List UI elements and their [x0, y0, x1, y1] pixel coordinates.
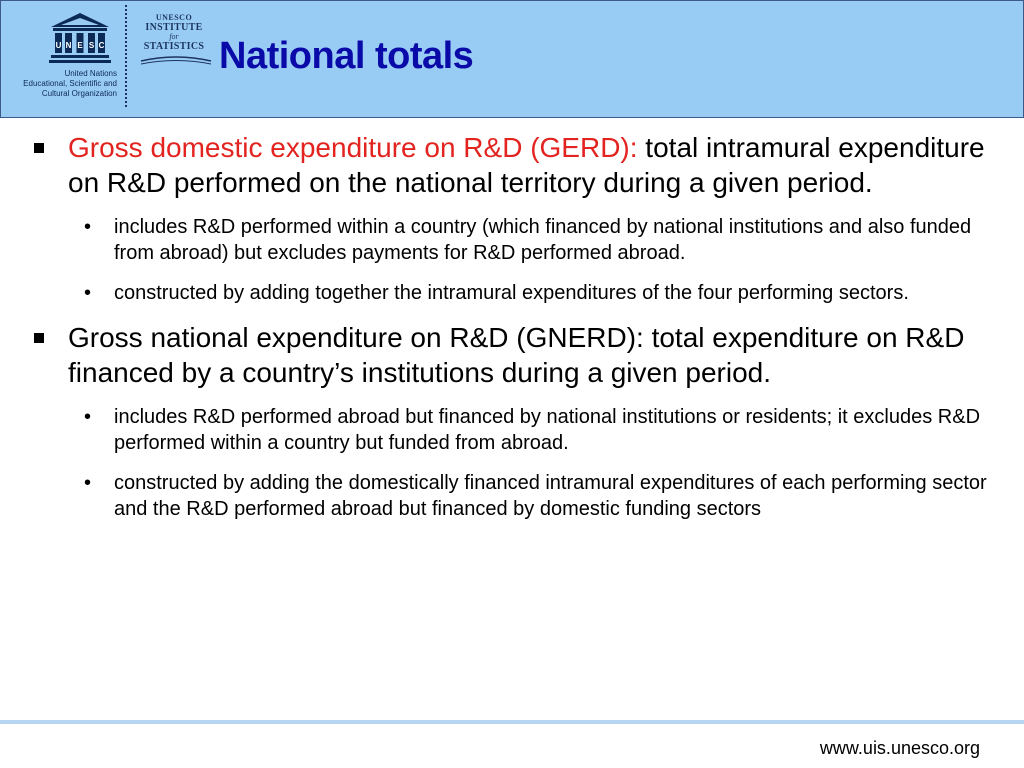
uis-logo-line: STATISTICS	[143, 41, 205, 52]
slide-content	[0, 130, 1024, 536]
sub-bullet-text: includes R&D performed within a country (which financed by national institutions and also funded from abroad) but excludes payments for R&D performed abroad.	[114, 216, 972, 264]
header-band	[0, 0, 1024, 118]
uis-logo-line: UNESCO	[155, 13, 193, 22]
svg-text:U: U	[55, 41, 62, 50]
sub-bullet-text: includes R&D performed abroad but financed by national institutions or residents; it excludes R&D performed within a country but funded from abroad.	[114, 406, 981, 454]
svg-text:N: N	[65, 41, 72, 50]
sub-bullet-text: constructed by adding the domestically financed intramural expenditures of each performing sector and the R&D performed abroad but financed by domestic funding sectors	[114, 472, 987, 520]
round-bullet-icon: •	[84, 406, 92, 428]
uis-logo-line: for	[169, 32, 179, 41]
square-bullet-icon	[34, 143, 44, 153]
bullet-text: Gross national expenditure on R&D (GNERD): total expenditure on R&D financed by a country’s institutions during a given period.	[68, 322, 965, 388]
gerd-term: Gross domestic expenditure on R&D (GERD):	[68, 132, 638, 163]
sub-bullet-list	[0, 214, 1024, 306]
uis-swoosh-icon	[139, 53, 213, 67]
svg-text:S: S	[88, 41, 95, 50]
bullet-item	[0, 130, 1024, 200]
sub-bullet-item	[0, 280, 1024, 306]
unesco-temple-logo-icon	[47, 11, 113, 65]
svg-text:C: C	[98, 41, 105, 50]
header-divider	[125, 5, 127, 107]
sub-bullet-text: constructed by adding together the intramural expenditures of the four performing sectors.	[114, 282, 909, 304]
square-bullet-icon	[34, 333, 44, 343]
sub-bullet-item	[0, 214, 1024, 266]
sub-bullet-item	[0, 404, 1024, 456]
round-bullet-icon: •	[84, 282, 92, 304]
footer-url[interactable]: www.uis.unesco.org	[819, 738, 980, 758]
round-bullet-icon: •	[84, 216, 92, 238]
uis-logo-line: INSTITUTE	[145, 22, 203, 33]
page-title: National totals	[219, 35, 474, 77]
unesco-caption	[9, 69, 117, 99]
unesco-caption-line: Cultural Organization	[41, 89, 117, 98]
unesco-caption-line: Educational, Scientific and	[23, 79, 117, 88]
sub-bullet-list	[0, 404, 1024, 522]
bullet-item	[0, 320, 1024, 390]
unesco-caption-line: United Nations	[64, 69, 117, 78]
round-bullet-icon: •	[84, 472, 92, 494]
bullet-text: total intramural expenditure on R&D performed on the national territory during a given period.	[68, 132, 985, 198]
svg-text:E: E	[77, 41, 83, 50]
sub-bullet-item	[0, 470, 1024, 522]
footer-divider	[0, 720, 1024, 724]
